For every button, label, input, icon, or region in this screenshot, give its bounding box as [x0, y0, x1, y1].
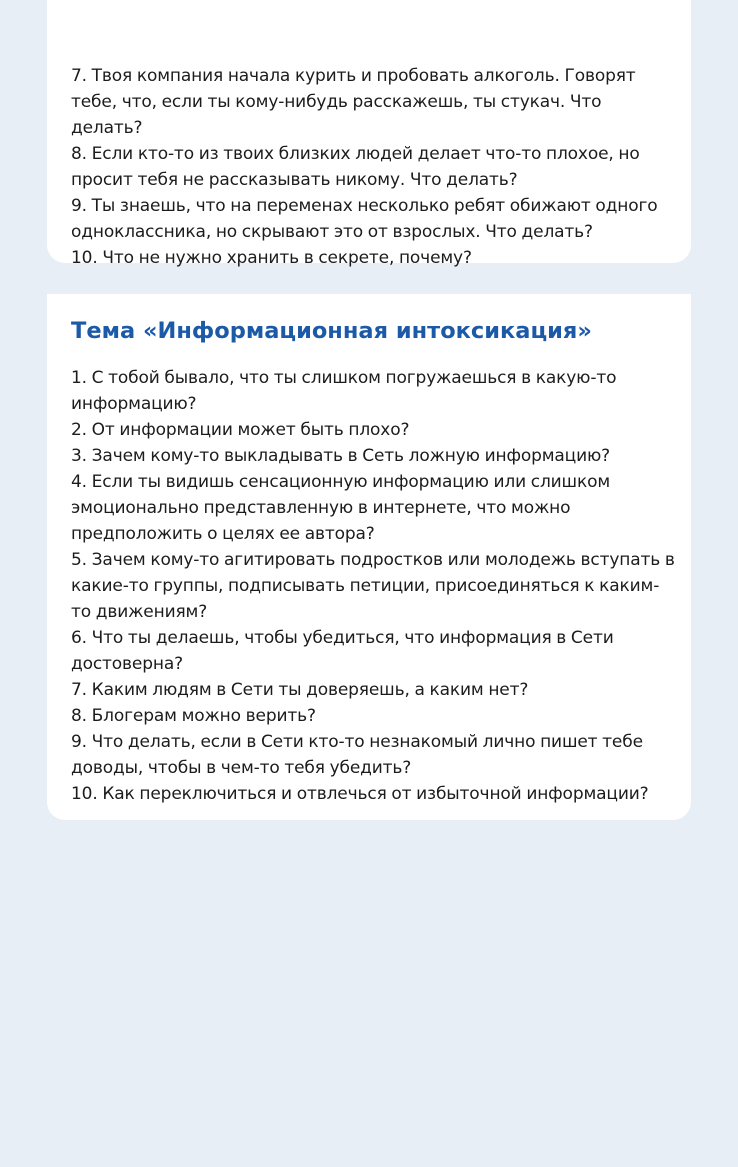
- question-item: 5. Зачем кому-то агитировать подростков или молодежь вступать в какие-то группы, подписывать петиции, присоединяться к каким-то движениям?: [71, 550, 675, 622]
- question-item: 4. Если ты видишь сенсационную информацию или слишком эмоционально представленную в интернете, что можно предположить о целях ее автора?: [71, 472, 611, 544]
- questions-card-top: [47, 0, 691, 268]
- question-item: 8. Если кто-то из твоих близких людей делает что-то плохое, но просит тебя не рассказывать никому. Что делать?: [71, 144, 640, 190]
- question-item: 1. С тобой бывало, что ты слишком погружаешься в какую-то информацию?: [71, 368, 617, 414]
- question-item: 6. Что ты делаешь, чтобы убедиться, что информация в Сети достоверна?: [71, 628, 614, 674]
- question-item: 3. Зачем кому-то выкладывать в Сеть ложную информацию?: [71, 446, 611, 466]
- question-list-top: [71, 63, 677, 271]
- question-item: 9. Ты знаешь, что на переменах несколько ребят обижают одного одноклассника, но скрывают это от взрослых. Что делать?: [71, 196, 658, 242]
- question-item: 7. Твоя компания начала курить и пробовать алкоголь. Говорят тебе, что, если ты кому-нибудь расскажешь, ты стукач. Что делать?: [71, 66, 636, 138]
- questions-card-info-intoxication: [47, 294, 691, 820]
- question-item: 7. Каким людям в Сети ты доверяешь, а каким нет?: [71, 680, 529, 700]
- question-item: 8. Блогерам можно верить?: [71, 706, 316, 726]
- question-item: 10. Что не нужно хранить в секрете, почему?: [71, 248, 472, 268]
- section-title: Тема «Информационная интоксикация»: [71, 318, 592, 344]
- question-list-info: [71, 365, 677, 807]
- question-item: 2. От информации может быть плохо?: [71, 420, 410, 440]
- question-item: 9. Что делать, если в Сети кто-то незнакомый лично пишет тебе доводы, чтобы в чем-то тебя убедить?: [71, 732, 643, 778]
- question-item: 10. Как переключиться и отвлечься от избыточной информации?: [71, 784, 649, 804]
